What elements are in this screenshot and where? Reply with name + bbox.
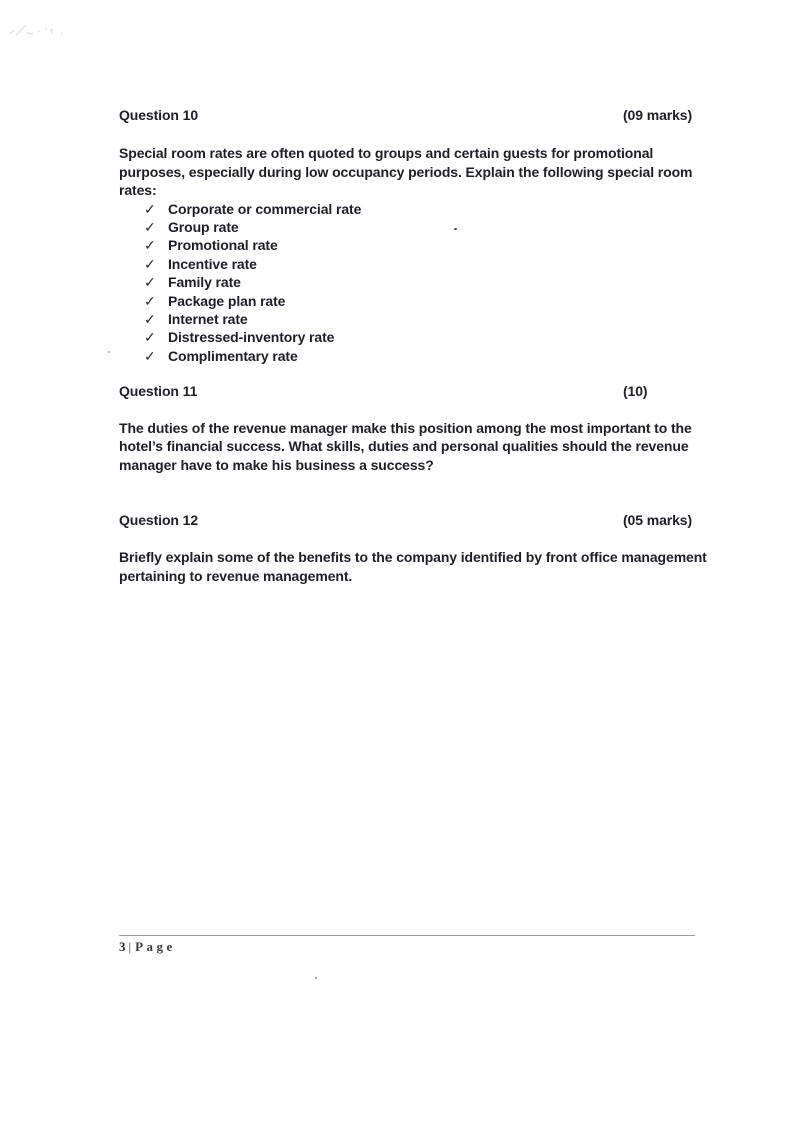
paragraph-line: hotel’s financial success. What skills, duties and personal qualities should the revenue xyxy=(119,438,689,455)
checkmark-icon: ✓ xyxy=(144,255,156,272)
question-11-marks: (10) xyxy=(623,383,648,400)
checkmark-icon: ✓ xyxy=(144,311,156,328)
list-item xyxy=(119,310,695,328)
paragraph-line: Special room rates are often quoted to groups and certain guests for promotional xyxy=(119,145,654,162)
checkmark-icon: ✓ xyxy=(144,274,156,291)
list-item-label: Corporate or commercial rate xyxy=(168,200,362,217)
paragraph-line: Briefly explain some of the benefits to the company identified by front office management xyxy=(119,549,707,566)
list-item-label: Family rate xyxy=(168,274,241,291)
paragraph-line: manager have to make his business a success? xyxy=(119,456,434,473)
list-item xyxy=(119,273,695,291)
question-11-title: Question 11 xyxy=(119,383,198,400)
list-item-label: Distressed-inventory rate xyxy=(168,329,335,346)
list-item-label: Internet rate xyxy=(168,311,248,328)
question-12-title: Question 12 xyxy=(119,511,199,528)
list-item xyxy=(119,255,695,273)
page-footer-text xyxy=(119,939,695,954)
list-item-label: Package plan rate xyxy=(168,292,286,309)
checkmark-icon: ✓ xyxy=(144,237,156,254)
list-item-label: Complimentary rate xyxy=(168,347,298,364)
special-rates-list xyxy=(119,200,695,366)
question-12-marks: (05 marks) xyxy=(623,511,693,528)
page-footer xyxy=(119,935,695,954)
list-item-label: Promotional rate xyxy=(168,237,278,254)
question-12-body xyxy=(119,548,707,585)
question-12-header xyxy=(119,511,695,529)
scan-artifact-dot xyxy=(315,977,317,979)
page-number: 3 xyxy=(119,939,126,954)
question-10-intro xyxy=(119,144,695,199)
checkmark-icon: ✓ xyxy=(144,292,156,309)
footer-separator: | xyxy=(128,939,132,954)
handwriting-scan-artifact xyxy=(6,20,70,42)
paragraph-line: rates: xyxy=(119,182,157,199)
checkmark-icon: ✓ xyxy=(144,329,156,346)
paragraph-line: The duties of the revenue manager make this position among the most important to the xyxy=(119,419,692,436)
list-item xyxy=(119,347,695,365)
question-11-body xyxy=(119,419,695,474)
question-10-header xyxy=(119,106,695,124)
question-10-title: Question 10 xyxy=(119,107,199,123)
question-10-marks: (09 marks) xyxy=(623,107,693,123)
list-item-label: Incentive rate xyxy=(168,255,257,272)
list-item-label: Group rate xyxy=(168,219,239,236)
checkmark-icon: ✓ xyxy=(144,347,156,364)
checkmark-icon: ✓ xyxy=(144,200,156,217)
scan-artifact-dot xyxy=(108,351,110,353)
checkmark-icon: ✓ xyxy=(144,219,156,236)
paragraph-line: pertaining to revenue management. xyxy=(119,567,353,584)
footer-page-label: Page xyxy=(135,939,176,954)
list-item xyxy=(119,218,695,236)
list-item xyxy=(119,328,695,346)
list-item xyxy=(119,236,695,254)
question-11-header xyxy=(119,382,695,400)
list-item xyxy=(119,200,695,218)
document-body xyxy=(119,0,707,585)
list-item xyxy=(119,292,695,310)
paragraph-line: purposes, especially during low occupancy periods. Explain the following special room xyxy=(119,163,693,180)
